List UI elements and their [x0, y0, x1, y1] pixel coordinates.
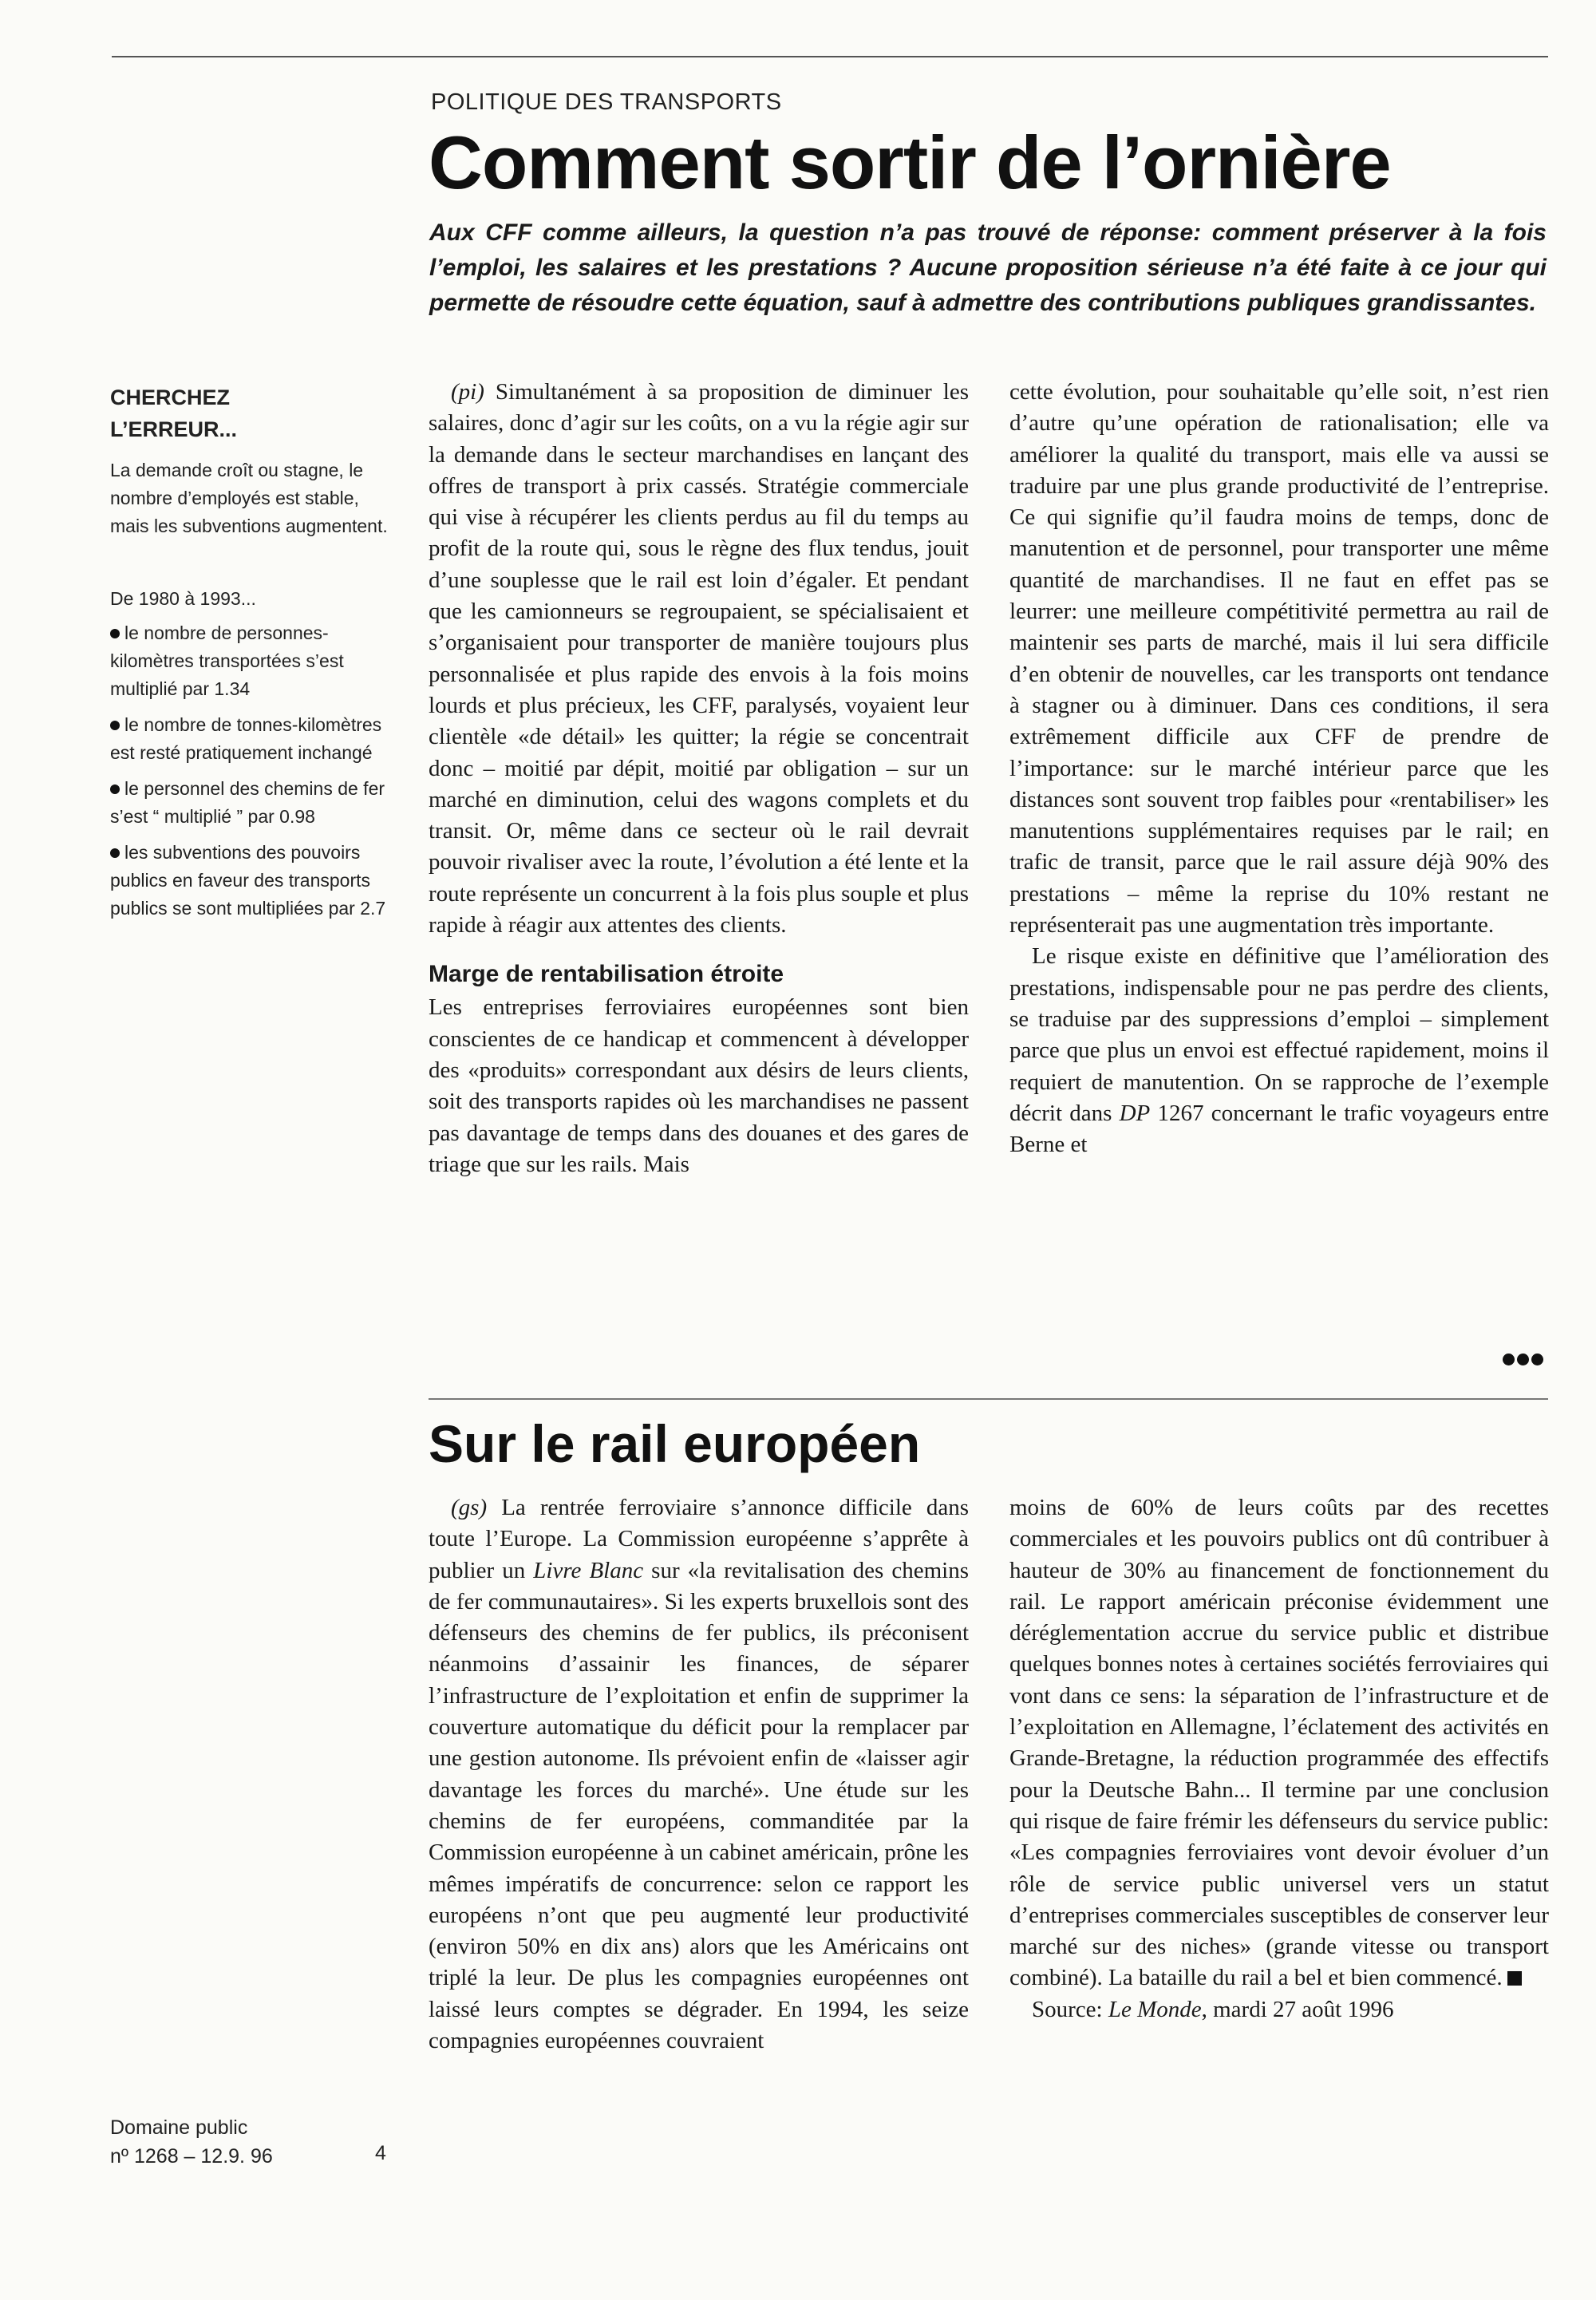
footer-publication	[110, 2113, 273, 2171]
bullet-dot-icon	[110, 629, 120, 638]
article2-column-1	[429, 1492, 969, 2057]
source-date: , mardi 27 août 1996	[1201, 1996, 1394, 2022]
page-number: 4	[375, 2142, 386, 2164]
article1-subheading: Marge de rentabilisation étroite	[429, 961, 784, 988]
publication-name: Domaine public	[110, 2116, 248, 2139]
reference-italic: DP	[1119, 1100, 1151, 1126]
sidebar-title-line2: L’ERREUR...	[110, 417, 238, 441]
sidebar-intro: La demande croît ou stagne, le nombre d’employés est stable, mais les subventions augmentent.	[110, 460, 388, 536]
issue-number: nº 1268 – 12.9. 96	[110, 2145, 273, 2168]
continued-dots-icon	[1500, 1347, 1543, 1371]
paragraph-text: moins de 60% de leurs coûts par des recettes commerciales et les pouvoirs publics ont dû contribuer à hauteur de 30% au financement de fonctionnement du rail. Le rapport américain préconise évidemment une déréglementation accrue du service public et distribue quelques bonnes notes à certaines sociétés ferroviaires qui vont dans ce sens: la séparation de l’infrastructure et de l’exploitation en Allemagne, l’éclatement des activités en Grande-Bretagne, la réduction programmée des effectifs pour la Deutsche Bahn... Il termine par une conclusion qui risque de faire frémir les défenseurs du service public: «Les compagnies ferroviaires vont devoir évoluer d’un rôle de service public universel vers un statut d’entreprises commerciales susceptibles de conserver leur marché sur des niches» (grande vitesse ou transport combiné). La bataille du rail a bel et bien commencé.	[1009, 1495, 1549, 1991]
author-initials: (pi)	[451, 379, 484, 405]
article2-paragraph	[1009, 1492, 1549, 1994]
article2-title: Sur le rail européen	[429, 1414, 921, 1473]
source-title: Le Monde	[1108, 1996, 1202, 2022]
article2-paragraph	[429, 1492, 969, 2057]
sidebar-bullet	[110, 711, 397, 767]
article1-paragraph	[429, 377, 969, 941]
sidebar-period: De 1980 à 1993...	[110, 588, 256, 609]
article1-column-2	[1009, 377, 1549, 1160]
bullet-dot-icon	[110, 848, 120, 858]
paragraph-text: Le risque existe en définitive que l’amélioration des prestations, indispensable pour ne pas perdre des clients, se traduise par des suppressions d’emploi – simplement parce que plus un envoi est effectué rapidement, moins il requiert de manutention. On se rapproche de l’exemple décrit dans	[1009, 943, 1549, 1126]
sidebar-box	[110, 381, 397, 931]
sidebar-bullet	[110, 775, 397, 831]
bullet-dot-icon	[110, 784, 120, 794]
article1-paragraph	[1009, 941, 1549, 1160]
section-divider	[429, 1398, 1548, 1400]
italic-title: Livre Blanc	[533, 1557, 644, 1583]
paragraph-text: La rentrée ferroviaire s’annonce difficile dans toute l’Europe. La Commission européenne s’apprête à publier un	[429, 1495, 969, 1583]
article1-paragraph: cette évolution, pour souhaitable qu’elle soit, n’est rien d’autre qu’une opération de rationalisation; elle va améliorer la qualité du transport, mais elle va aussi se traduire par une plus grande productivité de l’entreprise. Ce qui signifie qu’il faudra moins de temps, donc de manutention et de personnel, pour transporter une même quantité de marchandises. Il ne faut en effet pas se leurrer: une meilleure compétitivité permettra au rail de maintenir ses parts de marché, mais il lui sera difficile d’en obtenir de nouvelles, car les transports ont tendance à stagner ou à diminuer. Dans ces conditions, il sera extrêmement difficile aux CFF de prendre de l’importance: sur le marché intérieur parce que les distances sont souvent trop faibles pour «rentabiliser» les manutentions supplémentaires requises par le rail; en trafic de transit, parce que le rail assure déjà 90% des prestations – même la reprise du 10% restant ne représenterait pas une augmentation très importante.	[1009, 379, 1549, 939]
sidebar-bullet	[110, 619, 397, 703]
paragraph-text: 1267 concernant le trafic voyageurs entre Berne et	[1009, 1100, 1550, 1158]
end-square-icon	[1507, 1971, 1522, 1986]
sidebar-title	[110, 381, 397, 445]
article2-source	[1009, 1994, 1549, 2025]
article2-column-2	[1009, 1492, 1549, 2025]
sidebar-bullet-text: le nombre de tonnes-kilomètres est resté pratiquement inchangé	[110, 714, 382, 763]
sidebar-bullet	[110, 839, 397, 923]
source-label: Source:	[1032, 1996, 1108, 2022]
article-title: Comment sortir de l’ornière	[429, 121, 1391, 204]
article1-paragraph: Les entreprises ferroviaires européennes sont bien conscientes de ce handicap et commencent à développer des «produits» correspondant aux désirs de leurs clients, soit des transports rapides où les marchandises ne passent pas davantage de temps dans des douanes et des gares de triage que sur les rails. Mais	[429, 994, 969, 1177]
article1-column-1	[429, 377, 969, 1180]
sidebar-bullet-text: le personnel des chemins de fer s’est “ multiplié ” par 0.98	[110, 778, 385, 827]
sidebar-bullet-text: le nombre de personnes-kilomètres transportées s’est multiplié par 1.34	[110, 622, 344, 699]
paragraph-text: Simultanément à sa proposition de diminuer les salaires, donc d’agir sur les coûts, on a vu la régie agir sur la demande dans le secteur marchandises en lançant des offres de transport à prix cassés. Stratégie commerciale qui vise à récupérer les clients perdus au fil du temps au profit de la route qui, sous le règne des flux tendus, jouit d’une souplesse que le rail est loin d’égaler. Et pendant que les camionneurs se regroupaient, se spécialisaient et s’organisaient pour transporter de manière toujours plus personnalisée et plus rapide des envois à la fois moins lourds et plus précieux, les CFF, paralysés, voyaient leur clientèle «de détail» les quitter; la régie se concentrait donc – moitié par dépit, moitié par obligation – sur un marché en diminution, celui des wagons complets et du transit. Or, même dans ce secteur où le rail devrait pouvoir rivaliser avec la route, l’évolution a été lente et la route représente un concurrent à la fois plus souple et plus rapide à réagir aux attentes des clients.	[429, 379, 969, 939]
paragraph-text: sur «la revitalisation des chemins de fer communautaires». Si les experts bruxellois sont des défenseurs des chemins de fer publics, ils préconisent néanmoins d’assainir les finances, de séparer l’infrastructure de l’exploitation et enfin de supprimer la couverture automatique du déficit pour la remplacer par une gestion autonome. Ils prévoient enfin de «laisser agir davantage les forces du marché». Une étude sur les chemins de fer européens, commanditée par la Commission européenne à un cabinet américain, prône les mêmes impératifs de concurrence: selon ce rapport les européens n’ont que peu augmenté leur productivité (environ 50% en dix ans) alors que les Américains ont triplé la leur. De plus les compagnies européennes ont laissé leurs comptes se dégrader. En 1994, les seize compagnies européennes couvraient	[429, 1557, 969, 2054]
article-lead: Aux CFF comme ailleurs, la question n’a pas trouvé de réponse: comment préserver à la fois l’emploi, les salaires et les prestations ? Aucune proposition sérieuse n’a été faite à ce jour qui permette de résoudre cette équation, sauf à admettre des contributions publiques grandissantes.	[429, 219, 1547, 316]
sidebar-title-line1: CHERCHEZ	[110, 385, 231, 409]
section-label: POLITIQUE DES TRANSPORTS	[431, 89, 782, 115]
sidebar-bullet-text: les subventions des pouvoirs publics en faveur des transports publics se sont multipliées par 2.7	[110, 842, 386, 919]
top-rule	[112, 56, 1548, 57]
bullet-dot-icon	[110, 721, 120, 730]
author-initials: (gs)	[451, 1495, 488, 1520]
